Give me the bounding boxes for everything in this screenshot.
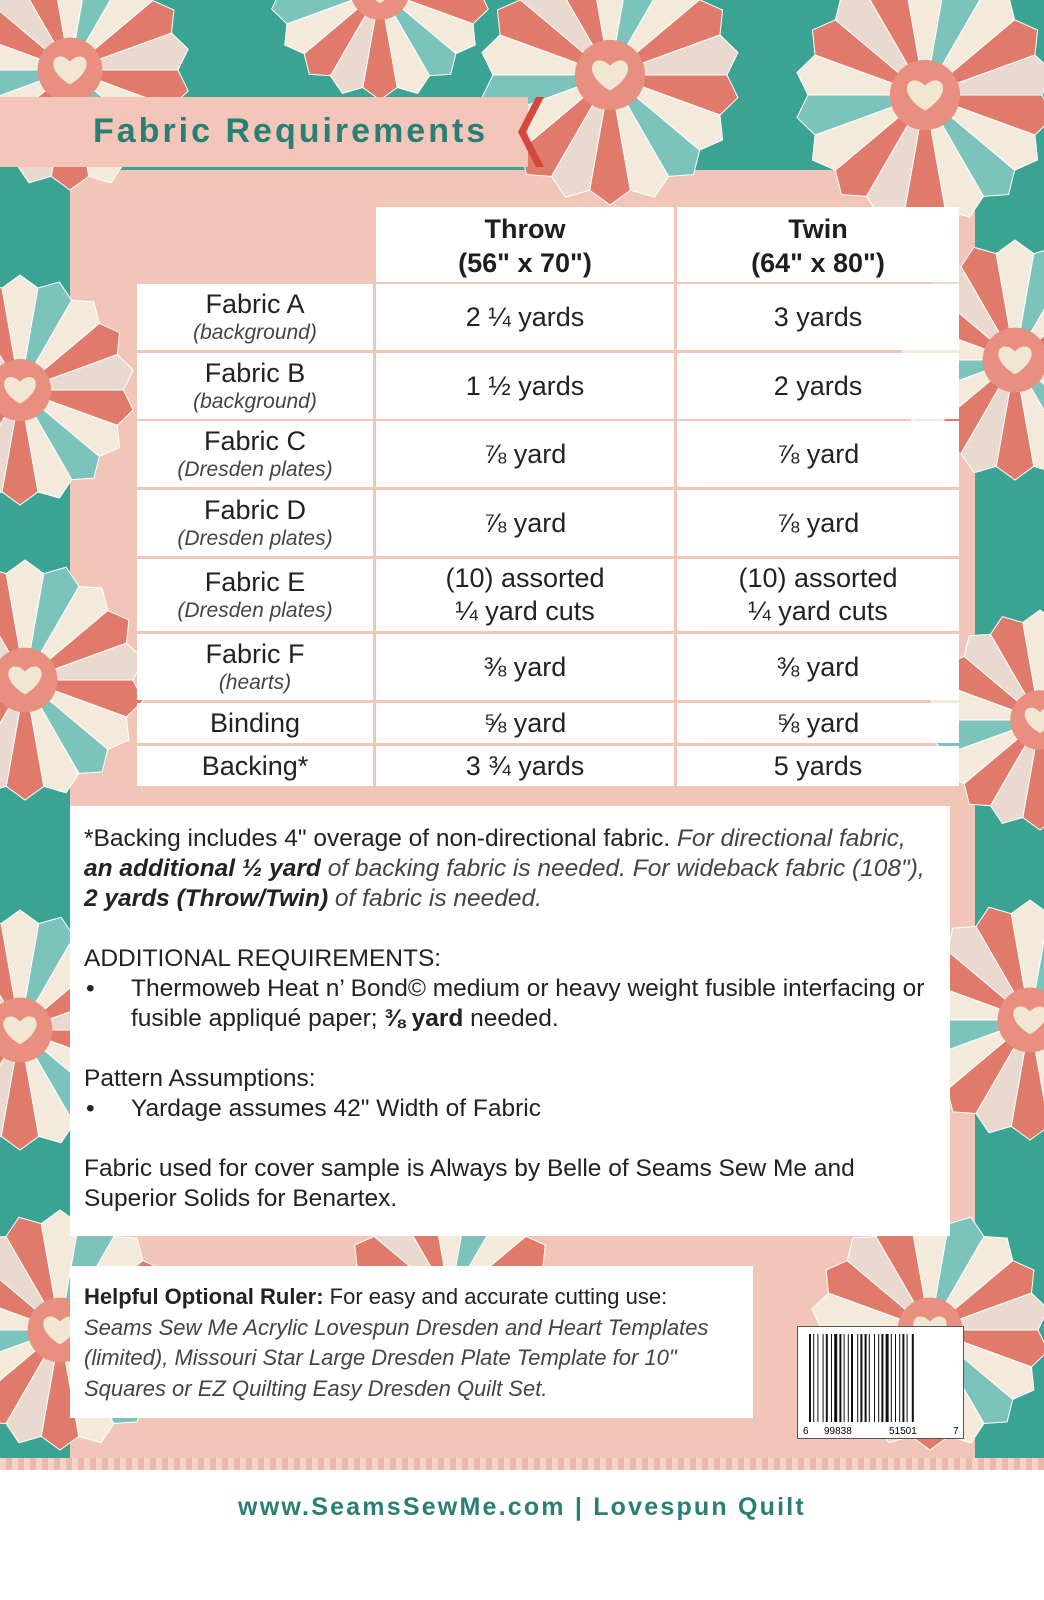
barcode-bar [826,1334,828,1422]
backing-note-italic: of fabric is needed. [328,885,542,912]
additional-requirement-text [131,974,934,1034]
cell-twin [677,634,959,700]
cell-value: 2 ¼ yards [465,301,585,332]
barcode-bar [874,1334,875,1422]
row-label: Fabric C [203,425,306,456]
footer-strip [0,1458,1044,1470]
barcode-bar [848,1334,849,1422]
cell-throw [376,559,674,631]
row-label-cell [137,353,373,419]
column-size: (56" x 70") [458,248,592,278]
row-label-cell [137,634,373,700]
row-label-cell [137,559,373,631]
cell-value: 3 yards [773,301,863,332]
barcode-bar [878,1334,879,1422]
ruler-box [70,1266,753,1418]
cover-fabric-note: Fabric used for cover sample is Always by Belle of Seams Sew Me and Superior Solids for Benartex. [84,1155,855,1212]
dresden-plate [797,0,1044,225]
cell-throw [376,421,674,487]
column-name: Twin [788,214,848,244]
barcode-bar [912,1334,914,1422]
cell-value: 1 ½ yards [465,370,585,401]
barcode-digits: 99838 [824,1426,852,1437]
assumption-text: Yardage assumes 42" Width of Fabric [131,1095,541,1122]
cell-value: ¼ yard cuts [748,596,888,626]
cell-value: ⅜ yard [776,651,860,682]
cell-throw [376,746,674,786]
backing-note-emphasis: an additional ½ yard [84,855,321,882]
row-label: Fabric F [205,638,305,669]
backing-note-text: *Backing includes 4" overage of non-directional fabric. [84,825,671,852]
cell-throw [376,284,674,350]
barcode-bar [857,1334,858,1422]
barcode-bar [899,1334,900,1422]
cell-twin [677,284,959,350]
dresden-plate [0,275,133,505]
ruler-label: Helpful Optional Ruler: [84,1284,324,1309]
barcode-bar [860,1334,862,1422]
row-sublabel: (background) [193,389,317,413]
row-sublabel: (Dresden plates) [177,598,333,622]
barcode-bar [895,1334,896,1422]
barcode-bar [907,1334,908,1422]
barcode-bar [886,1334,889,1422]
cell-twin [677,490,959,556]
table-row [137,353,959,419]
backing-note-italic: For directional fabric, [670,825,906,852]
cell-value: 3 ¾ yards [465,750,585,781]
barcode-bar [869,1334,870,1422]
barcode-bar [891,1334,892,1422]
list-item [84,1094,934,1124]
barcode-bar [881,1334,883,1422]
barcode-icon [797,1326,964,1439]
backing-note-emphasis: 2 yards (Throw/Twin) [84,885,329,912]
table-row [137,703,959,743]
backing-note-italic: of backing fabric is needed. For wideback fabric (108"), [320,855,925,882]
row-label: Fabric D [203,494,306,525]
row-label-cell [137,284,373,350]
row-label-cell [137,746,373,786]
cell-value: ⅝ yard [483,707,567,738]
cell-throw [376,490,674,556]
pattern-assumptions-heading: Pattern Assumptions: [84,1065,316,1092]
column-header-twin [677,207,959,282]
barcode-bar [813,1334,814,1422]
cell-twin [677,353,959,419]
footer-website[interactable]: www.SeamsSewMe.com | Lovespun Quilt [238,1493,806,1521]
cell-twin [677,421,959,487]
barcode-bar [817,1334,818,1422]
barcode-digit: 6 [803,1426,809,1437]
requirement-amount: ⅜ yard [384,1005,464,1032]
table-header [137,207,959,282]
ruler-products: Seams Sew Me Acrylic Lovespun Dresden and Heart Templates (limited), Missouri Star Large Dresden Plate Template for 10" Squares or EZ Quilting Easy Dresden Quilt Set. [84,1314,709,1401]
cell-throw [376,353,674,419]
table-row [137,559,959,631]
row-label: Binding [209,707,301,738]
barcode-bar [823,1334,824,1422]
barcode-bar [844,1334,845,1422]
cell-value: ⅝ yard [776,707,860,738]
list-item [84,974,934,1034]
backing-note [84,824,934,914]
cell-twin [677,559,959,631]
row-label: Fabric A [205,288,305,319]
row-label-cell [137,703,373,743]
row-sublabel: (Dresden plates) [177,457,333,481]
page-title: Fabric Requirements [93,112,489,150]
row-label-cell [137,490,373,556]
cell-throw [376,703,674,743]
ruler-text: For easy and accurate cutting use: [323,1284,668,1309]
requirement-text: Thermoweb Heat n’ Bond© medium or heavy weight fusible interfacing or fusible appliqué paper; [131,975,925,1032]
cell-twin [677,703,959,743]
barcode-bar [902,1334,904,1422]
cell-value: (10) assorted [445,563,605,593]
row-label: Backing* [201,750,309,781]
row-sublabel: (Dresden plates) [177,526,333,550]
cell-twin [677,746,959,786]
notes-box [70,806,950,1236]
requirement-text: needed. [463,1005,559,1032]
barcode [797,1326,964,1439]
barcode-digit: 7 [953,1426,959,1437]
row-sublabel: (hearts) [218,670,292,694]
row-label: Fabric E [204,566,306,597]
barcode-bar [851,1334,853,1422]
table-row [137,746,959,786]
banner-chevron-icon [518,97,554,167]
cell-throw [376,634,674,700]
row-label: Fabric B [204,357,306,388]
table-row [137,284,959,350]
cell-value: ⅜ yard [483,651,567,682]
cell-value: ⅞ yard [483,438,567,469]
table-row [137,490,959,556]
column-size: (64" x 80") [751,248,885,278]
row-sublabel: (background) [193,320,317,344]
cell-value: (10) assorted [738,563,898,593]
cell-value: ⅞ yard [776,438,860,469]
cell-value: ⅞ yard [483,507,567,538]
cell-value: ⅞ yard [776,507,860,538]
bullet-icon: • [86,975,95,1002]
additional-requirements-heading: ADDITIONAL REQUIREMENTS: [84,945,442,972]
footer [0,1470,1044,1600]
barcode-bar [834,1334,837,1422]
dresden-plate [272,0,489,100]
cell-value: ¼ yard cuts [455,596,595,626]
cell-value: 2 yards [773,370,863,401]
barcode-digits: 51501 [889,1426,917,1437]
bullet-icon: • [86,1095,95,1122]
row-label-cell [137,421,373,487]
column-name: Throw [484,214,566,244]
barcode-bar [839,1334,841,1422]
barcode-bar [809,1334,811,1422]
dresden-plate [0,560,143,800]
table-row [137,634,959,700]
column-header-throw [376,207,674,282]
barcode-bar [865,1334,867,1422]
cell-value: 5 yards [773,750,863,781]
barcode-bar [831,1334,832,1422]
table-row [137,421,959,487]
